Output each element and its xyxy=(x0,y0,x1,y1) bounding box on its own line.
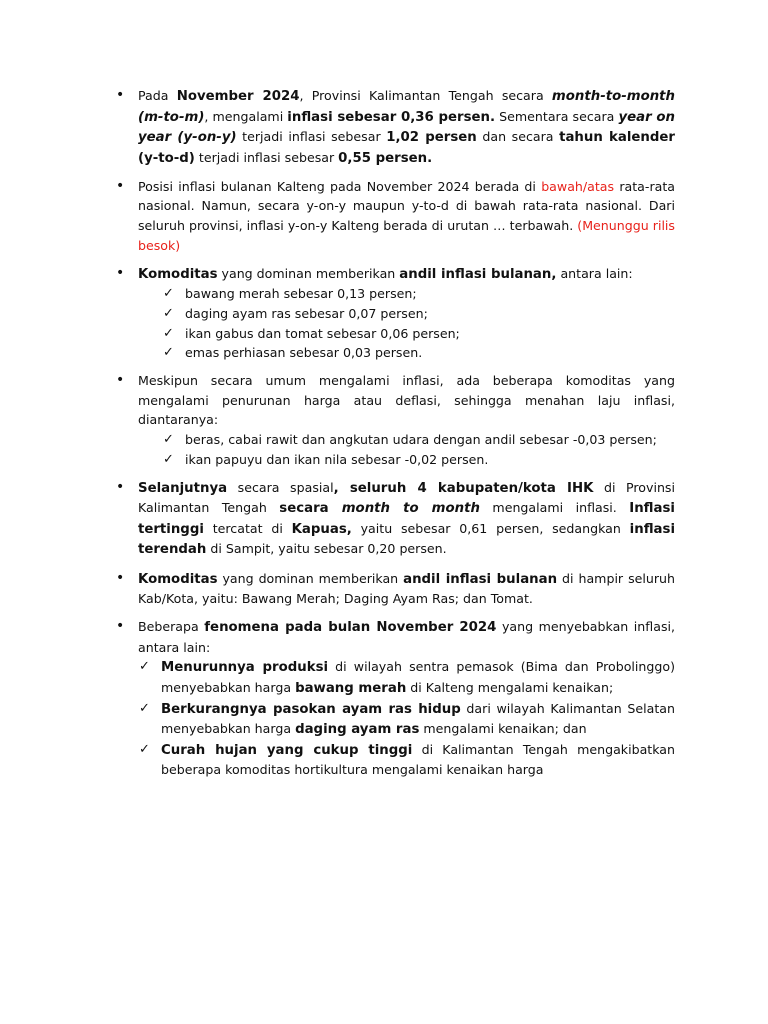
text-bold: Inflasi tertinggi xyxy=(138,501,675,537)
bullet-inflation-commodities xyxy=(138,264,675,363)
text: di Kalteng mengalami kenaikan; xyxy=(406,680,614,696)
check-list xyxy=(138,284,675,362)
text-bold: Selanjutnya xyxy=(138,480,228,496)
text: Meskipun secara umum mengalami inflasi, ada beberapa komoditas yang mengalami penurunan harga atau deflasi, sehingga menahan laju inflasi, diantaranya: xyxy=(138,373,675,428)
check-list xyxy=(138,657,675,780)
text: rata-rata nasional. Namun, secara y-on-y maupun y-to-d di bawah rata-rata nasional. Dari seluruh provinsi, inflasi y-on-y Kalteng berada di urutan … terbawah. xyxy=(138,178,675,234)
text: yang menyebabkan inflasi, antara lain: xyxy=(138,619,676,655)
text-bold: andil inflasi bulanan xyxy=(403,571,558,587)
text: yang dominan memberikan xyxy=(217,570,404,586)
text-bold: Menurunnya produksi xyxy=(161,660,329,676)
check-item: ✓ daging ayam ras sebesar 0,07 persen; xyxy=(185,304,675,324)
text: Sementara secara xyxy=(495,108,619,124)
summary-bullet-list xyxy=(138,86,675,789)
text-red: (Menunggu rilis besok) xyxy=(138,218,675,253)
text-bold: bawang merah xyxy=(295,681,407,697)
text-bold-italic: month to month xyxy=(341,501,480,517)
text-bold: Komoditas xyxy=(138,571,218,587)
text-bold: fenomena pada bulan November 2024 xyxy=(204,620,497,636)
check-item xyxy=(161,740,675,780)
check-list xyxy=(138,430,675,469)
text-bold: Berkurangnya pasokan ayam ras hidup xyxy=(161,701,461,717)
text-bold: inflasi terendah xyxy=(138,521,675,558)
text-bold: Komoditas xyxy=(138,266,218,282)
text: di Provinsi Kalimantan Tengah xyxy=(138,479,675,516)
text-bold: inflasi sebesar 0,36 persen. xyxy=(287,109,496,125)
text-bold: , seluruh 4 kabupaten/kota IHK xyxy=(333,480,594,496)
text-bold: Curah hujan yang cukup tinggi xyxy=(161,742,413,758)
text: mengalami inflasi. xyxy=(479,500,630,516)
text-bold: Kapuas, xyxy=(291,521,352,537)
check-item xyxy=(161,657,675,698)
text-bold-italic: year on year (y-on-y) xyxy=(138,109,676,146)
text: yang dominan memberikan xyxy=(217,265,400,281)
text-bold-italic: month-to-month (m-to-m) xyxy=(138,89,676,125)
text: yaitu sebesar 0,61 persen, sedangkan xyxy=(351,520,630,536)
text-bold: andil inflasi bulanan, xyxy=(399,266,557,282)
text: Posisi inflasi bulanan Kalteng pada November 2024 berada di xyxy=(138,178,542,194)
check-item: ✓ bawang merah sebesar 0,13 persen; xyxy=(185,284,675,304)
text-bold: 1,02 persen xyxy=(386,130,477,146)
bullet-spatial-inflation xyxy=(138,478,675,560)
text: dari wilayah Kalimantan Selatan menyebabkan harga xyxy=(161,700,675,737)
bullet-monthly-inflation xyxy=(138,86,675,168)
text: terjadi inflasi sebesar xyxy=(236,129,387,145)
text: , Provinsi Kalimantan Tengah secara xyxy=(299,88,552,103)
text: terjadi inflasi sebesar xyxy=(194,149,339,165)
bullet-deflation-commodities xyxy=(138,371,675,469)
text: tercatat di xyxy=(203,520,292,536)
check-item: ✓ beras, cabai rawit dan angkutan udara dengan andil sebesar -0,03 persen; xyxy=(185,430,675,450)
text: , mengalami xyxy=(204,108,288,124)
text: Pada xyxy=(138,88,177,103)
text: mengalami kenaikan; dan xyxy=(419,721,587,737)
bullet-phenomena xyxy=(138,617,675,780)
bullet-regional-commodities xyxy=(138,569,675,609)
text-bold: 0,55 persen. xyxy=(338,150,433,166)
text: di Kalimantan Tengah mengakibatkan beberapa komoditas hortikultura mengalami kenaikan harga xyxy=(161,741,675,778)
text-bold: daging ayam ras xyxy=(295,722,420,738)
text: Beberapa xyxy=(138,619,205,635)
text-bold: November 2024 xyxy=(176,89,300,104)
text-bold: secara xyxy=(279,501,342,517)
text: di Sampit, yaitu sebesar 0,20 persen. xyxy=(206,541,447,557)
check-item: ✓ ikan papuyu dan ikan nila sebesar -0,02 persen. xyxy=(185,450,675,470)
check-item: ✓ ikan gabus dan tomat sebesar 0,06 persen; xyxy=(185,324,675,344)
check-item xyxy=(161,699,675,740)
bullet-national-position xyxy=(138,177,675,255)
text: antara lain: xyxy=(556,265,633,281)
text: secara spasial xyxy=(227,479,334,495)
text: di wilayah sentra pemasok (Bima dan Probolinggo) menyebabkan harga xyxy=(161,659,675,696)
text-red: bawah/atas xyxy=(541,178,615,194)
check-item: ✓ emas perhiasan sebesar 0,03 persen. xyxy=(185,343,675,363)
text: dan secara xyxy=(476,129,560,145)
text: di hampir seluruh Kab/Kota, yaitu: Bawang Merah; Daging Ayam Ras; dan Tomat. xyxy=(138,570,675,607)
text-bold: tahun kalender (y-to-d) xyxy=(138,130,675,166)
